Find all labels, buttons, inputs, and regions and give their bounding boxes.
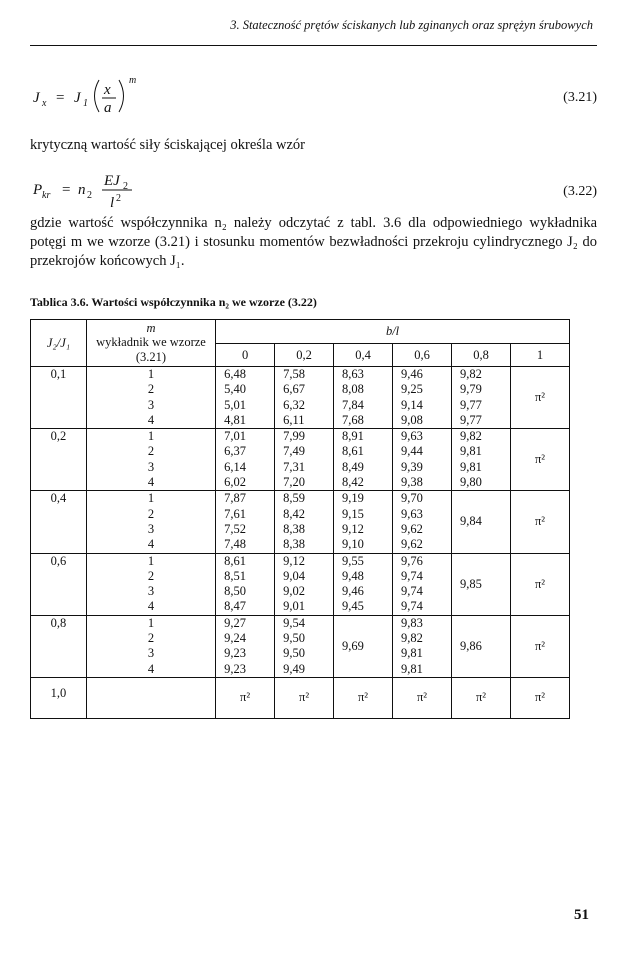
value-cell-04: 9,19 9,15 9,12 9,10 [334, 491, 393, 553]
bl-value: 0,4 [334, 344, 393, 367]
value-cell-02: 8,59 8,42 8,38 8,38 [275, 491, 334, 553]
value-cell: π² [275, 677, 334, 718]
bl-value: 1 [511, 344, 570, 367]
equation-3-22 [30, 170, 597, 214]
paragraph-intro: krytyczną wartość siły ściskającej określa wzór [30, 137, 305, 153]
col-header-m-desc1: wykładnik we wzorze [96, 335, 206, 349]
bl-value: 0,2 [275, 344, 334, 367]
value-cell-02: 7,58 6,67 6,32 6,11 [275, 367, 334, 429]
eq1-coef: J [74, 90, 81, 106]
col-header-ratio [31, 320, 87, 367]
value-cell-1: π² [511, 367, 570, 429]
value-cell-0: 6,48 5,40 5,01 4,81 [216, 367, 275, 429]
ratio-cell: 0,8 [31, 615, 87, 677]
value-cell-04: 8,91 8,61 8,49 8,42 [334, 429, 393, 491]
table-caption: Tablica 3.6. Wartości współczynnika n₂ we wzorze (3.22) [30, 295, 317, 309]
eq2-numerator-sub: 2 [123, 181, 128, 192]
eq2-lhs-sub: kr [42, 190, 51, 201]
value-cell-1: π² [511, 429, 570, 491]
value-cell: π² [452, 677, 511, 718]
m-cell: 1 2 3 4 [86, 367, 215, 429]
eq1-lhs: J [33, 90, 40, 106]
col-header-m-desc2: (3.21) [135, 350, 167, 364]
ratio-cell: 0,4 [31, 491, 87, 553]
value-cell-0: 7,01 6,37 6,14 6,02 [216, 429, 275, 491]
eq1-coef-sub: 1 [83, 98, 88, 109]
eq1-numerator: x [104, 82, 111, 98]
value-cell-08: 9,85 [452, 553, 511, 615]
m-cell: 1 2 3 4 [86, 615, 215, 677]
col-header-bl: b/l [216, 320, 570, 344]
value-cell: π² [216, 677, 275, 718]
col-header-m [86, 320, 215, 367]
value-cell-08: 9,86 [452, 615, 511, 677]
value-cell-06: 9,63 9,44 9,39 9,38 [393, 429, 452, 491]
eq1-right-paren [119, 80, 124, 112]
value-cell-0: 9,27 9,24 9,23 9,23 [216, 615, 275, 677]
value-cell-0: 7,87 7,61 7,52 7,48 [216, 491, 275, 553]
value-cell-04: 9,55 9,48 9,46 9,45 [334, 553, 393, 615]
m-cell [86, 677, 215, 718]
value-cell-1: π² [511, 553, 570, 615]
eq1-exponent: m [129, 75, 137, 86]
value-cell-08: 9,82 9,81 9,81 9,80 [452, 429, 511, 491]
table-row-group [31, 429, 570, 491]
m-cell: 1 2 3 4 [86, 491, 215, 553]
eq1-lhs-sub: x [42, 98, 47, 109]
bl-value: 0,8 [452, 344, 511, 367]
m-cell: 1 2 3 4 [86, 553, 215, 615]
value-cell-08: 9,84 [452, 491, 511, 553]
value-cell-0: 8,61 8,51 8,50 8,47 [216, 553, 275, 615]
equation-3-21 [30, 72, 597, 116]
eq2-lhs: P [33, 182, 43, 198]
equation-number-3-21: (3.21) [563, 90, 597, 105]
value-cell-1: π² [511, 615, 570, 677]
table-row-group [31, 491, 570, 553]
value-cell: π² [511, 677, 570, 718]
eq2-denominator: l [110, 195, 115, 211]
col-header-ratio-label: J₂/J₁ [46, 335, 71, 350]
value-cell-06: 9,76 9,74 9,74 9,74 [393, 553, 452, 615]
eq2-coef: n [78, 182, 86, 198]
bl-value: 0,6 [393, 344, 452, 367]
equation-3-21-formula [30, 72, 220, 116]
table-row-group [31, 615, 570, 677]
value-cell-02: 9,12 9,04 9,02 9,01 [275, 553, 334, 615]
equation-number-3-22: (3.22) [563, 184, 597, 199]
m-cell: 1 2 3 4 [86, 429, 215, 491]
ratio-cell: 0,2 [31, 429, 87, 491]
value-cell-04: 8,63 8,08 7,84 7,68 [334, 367, 393, 429]
eq2-coef-sub: 2 [87, 190, 92, 201]
ratio-cell: 0,1 [31, 367, 87, 429]
eq1-denominator: a [104, 100, 112, 116]
value-cell-08: 9,82 9,79 9,77 9,77 [452, 367, 511, 429]
page-number: 51 [574, 907, 589, 923]
eq2-numerator: EJ [104, 173, 120, 189]
paragraph-explanation: gdzie wartość współczynnika n₂ należy odczytać z tabl. 3.6 dla odpowiedniego wykładnika potęgi m we wzorze (3.21) i stosunku momentów bezwładności przekroju cylindrycznego J₂ do przekrojów końcowych J₁. [30, 215, 597, 269]
coefficient-table [30, 319, 570, 719]
table-row-group [31, 367, 570, 429]
col-header-m-symbol: m [146, 321, 156, 335]
ratio-cell: 0,6 [31, 553, 87, 615]
eq2-eq-sign: = [62, 182, 71, 198]
value-cell: π² [334, 677, 393, 718]
value-cell-04: 9,69 [334, 615, 393, 677]
value-cell-02: 9,54 9,50 9,50 9,49 [275, 615, 334, 677]
running-header: 3. Stateczność prętów ściskanych lub zginanych oraz sprężyn śrubowych [230, 18, 593, 32]
value-cell-06: 9,83 9,82 9,81 9,81 [393, 615, 452, 677]
table-row-last [31, 677, 570, 718]
equation-3-22-formula [30, 170, 220, 214]
value-cell-06: 9,70 9,63 9,62 9,62 [393, 491, 452, 553]
value-cell-1: π² [511, 491, 570, 553]
eq2-denominator-sup: 2 [116, 193, 121, 204]
ratio-cell: 1,0 [31, 677, 87, 718]
bl-value: 0 [216, 344, 275, 367]
value-cell-02: 7,99 7,49 7,31 7,20 [275, 429, 334, 491]
value-cell: π² [393, 677, 452, 718]
eq1-eq-sign: = [56, 90, 65, 106]
value-cell-06: 9,46 9,25 9,14 9,08 [393, 367, 452, 429]
eq1-left-paren [95, 80, 100, 112]
table-row-group [31, 553, 570, 615]
header-rule [30, 45, 597, 46]
